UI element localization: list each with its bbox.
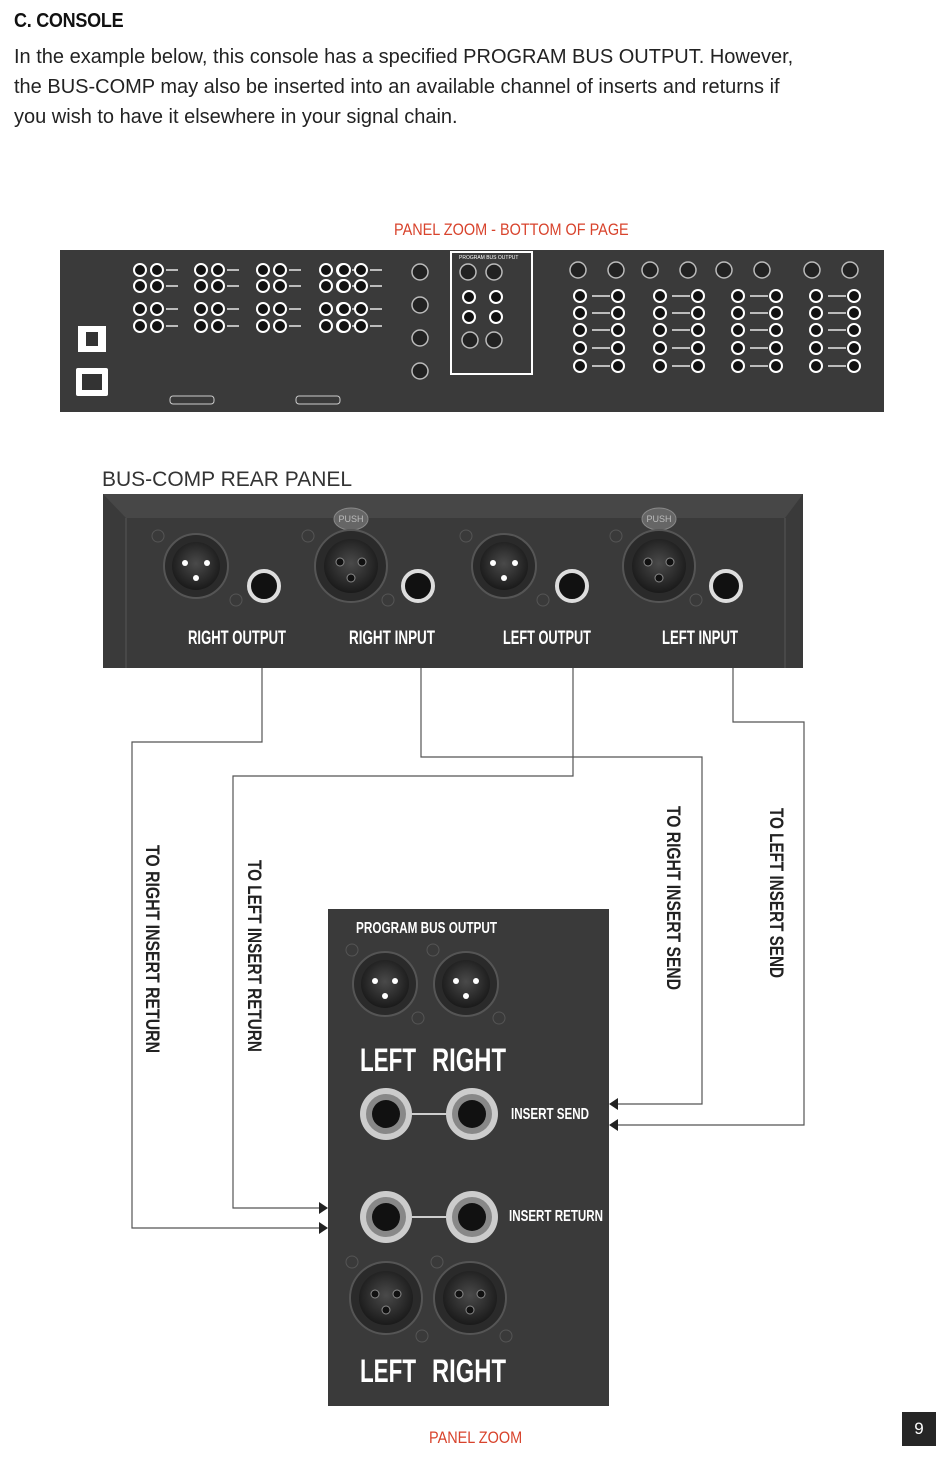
left-label-top: LEFT xyxy=(360,1042,417,1078)
insert-send-label: INSERT SEND xyxy=(511,1106,589,1123)
push-label: PUSH xyxy=(338,514,364,524)
left-output-jack-icon xyxy=(557,571,587,601)
left-output-label: LEFT OUTPUT xyxy=(503,628,592,649)
arrow-right-icon xyxy=(319,1222,328,1234)
program-bus-title: PROGRAM BUS OUTPUT xyxy=(356,920,498,937)
right-output-label: RIGHT OUTPUT xyxy=(188,628,287,649)
bus-comp-title: BUS-COMP REAR PANEL xyxy=(102,468,353,491)
label-right-insert-send: TO RIGHT INSERT SEND xyxy=(662,806,683,1030)
label-left-insert-send: TO LEFT INSERT SEND xyxy=(765,808,786,1020)
label-left-insert-return: TO LEFT INSERT RETURN xyxy=(243,860,264,1099)
page-number: 9 xyxy=(902,1412,936,1446)
program-bus-panel xyxy=(328,909,609,1406)
right-label-top: RIGHT xyxy=(432,1042,507,1078)
insert-return-label: INSERT RETURN xyxy=(509,1208,603,1225)
insert-send-left-jack-icon xyxy=(360,1088,412,1140)
right-input-jack-icon xyxy=(403,571,433,601)
left-input-label: LEFT INPUT xyxy=(662,628,739,649)
right-input-label: RIGHT INPUT xyxy=(349,628,436,649)
right-label-bottom: RIGHT xyxy=(432,1353,507,1389)
arrow-left-icon xyxy=(609,1098,618,1110)
push-label: PUSH xyxy=(646,514,672,524)
left-label-bottom: LEFT xyxy=(360,1353,417,1389)
right-output-jack-icon xyxy=(249,571,279,601)
insert-return-right-jack-icon xyxy=(446,1191,498,1243)
section-title: C. CONSOLE xyxy=(14,10,124,32)
insert-return-left-jack-icon xyxy=(360,1191,412,1243)
panel-zoom-caption: PANEL ZOOM xyxy=(429,1428,523,1447)
bus-comp-rear-panel xyxy=(103,494,803,668)
arrow-left-icon xyxy=(609,1119,618,1131)
arrow-right-icon xyxy=(319,1202,328,1214)
insert-send-right-jack-icon xyxy=(446,1088,498,1140)
console-zoom-caption: PANEL ZOOM - BOTTOM OF PAGE xyxy=(394,220,629,239)
inset-title: PROGRAM BUS OUTPUT xyxy=(459,255,519,261)
intro-paragraph: In the example below, this console has a specified PROGRAM BUS OUTPUT. However, the BUS-COMP may also be inserted into an available channel of inserts and returns if you wish to have it elsewhere in your signal chain. xyxy=(14,46,794,128)
label-right-insert-return: TO RIGHT INSERT RETURN xyxy=(141,845,162,1095)
left-input-jack-icon xyxy=(711,571,741,601)
